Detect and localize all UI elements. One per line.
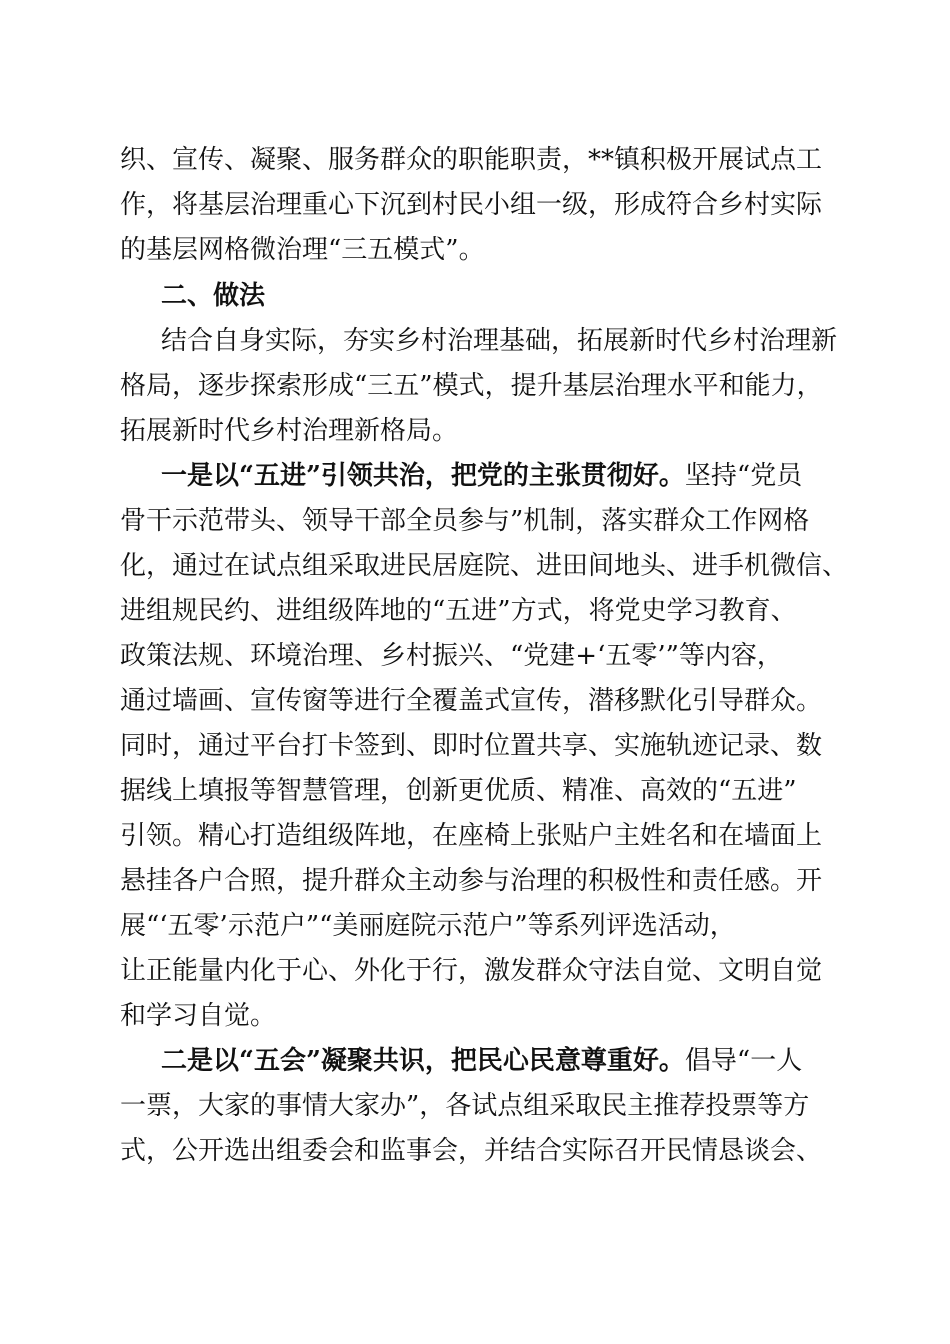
- item1-lead: 一是以“五进”引领共治，把党的主张贯彻好。: [161, 461, 685, 491]
- item1-line-7: 据线上填报等智慧管理，创新更优质、精准、高效的“五进”: [120, 776, 797, 806]
- item1-line-5: 通过墙画、宣传窗等进行全覆盖式宣传，潜移默化引导群众。: [120, 686, 823, 716]
- item1-line-10: 展“‘五零’示范户”“美丽庭院示范户”等系列评选活动，: [120, 911, 736, 941]
- para1-line-2: 格局，逐步探索形成“三五”模式，提升基层治理水平和能力，: [120, 371, 823, 401]
- item1-line-1: 骨干示范带头、领导干部全员参与”机制，落实群众工作网格: [120, 506, 810, 536]
- para1-line-1: 结合自身实际，夯实乡村治理基础，拓展新时代乡村治理新: [161, 326, 838, 356]
- intro-line-1: 织、宣传、凝聚、服务群众的职能职责，**镇积极开展试点工: [120, 145, 823, 175]
- item2-line-2: 式，公开选出组委会和监事会，并结合实际召开民情恳谈会、: [120, 1136, 823, 1166]
- item1-line-4: 政策法规、环境治理、乡村振兴、“党建+‘五零’”等内容，: [120, 641, 783, 671]
- item1-line-6: 同时，通过平台打卡签到、即时位置共享、实施轨迹记录、数: [120, 731, 823, 761]
- item1-line-3: 进组规民约、进组级阵地的“五进”方式，将党史学习教育、: [120, 596, 797, 626]
- item1-first-line: [161, 456, 802, 496]
- section-heading: 二、做法: [161, 281, 266, 311]
- item2-lead: 二是以“五会”凝聚共识，把民心民意尊重好。: [161, 1046, 685, 1076]
- item2-lead-rest: 倡导“一人: [684, 1046, 803, 1076]
- intro-line-2: 作，将基层治理重心下沉到村民小组一级，形成符合乡村实际: [120, 190, 823, 220]
- intro-line-3: 的基层网格微治理“三五模式”。: [120, 235, 485, 265]
- para1-line-3: 拓展新时代乡村治理新格局。: [120, 416, 459, 446]
- item1-line-2: 化，通过在试点组采取进民居庭院、进田间地头、进手机微信、: [120, 551, 849, 581]
- item1-line-9: 悬挂各户合照，提升群众主动参与治理的积极性和责任感。开: [120, 866, 823, 896]
- item2-line-1: 一票，大家的事情大家办”，各试点组采取民主推荐投票等方: [120, 1091, 810, 1121]
- item1-lead-rest: 坚持“党员: [684, 461, 803, 491]
- item1-line-11: 让正能量内化于心、外化于行，激发群众守法自觉、文明自觉: [120, 956, 823, 986]
- item1-line-8: 引领。精心打造组级阵地，在座椅上张贴户主姓名和在墙面上: [120, 821, 823, 851]
- item1-line-12: 和学习自觉。: [120, 1001, 277, 1031]
- item2-first-line: [161, 1041, 802, 1081]
